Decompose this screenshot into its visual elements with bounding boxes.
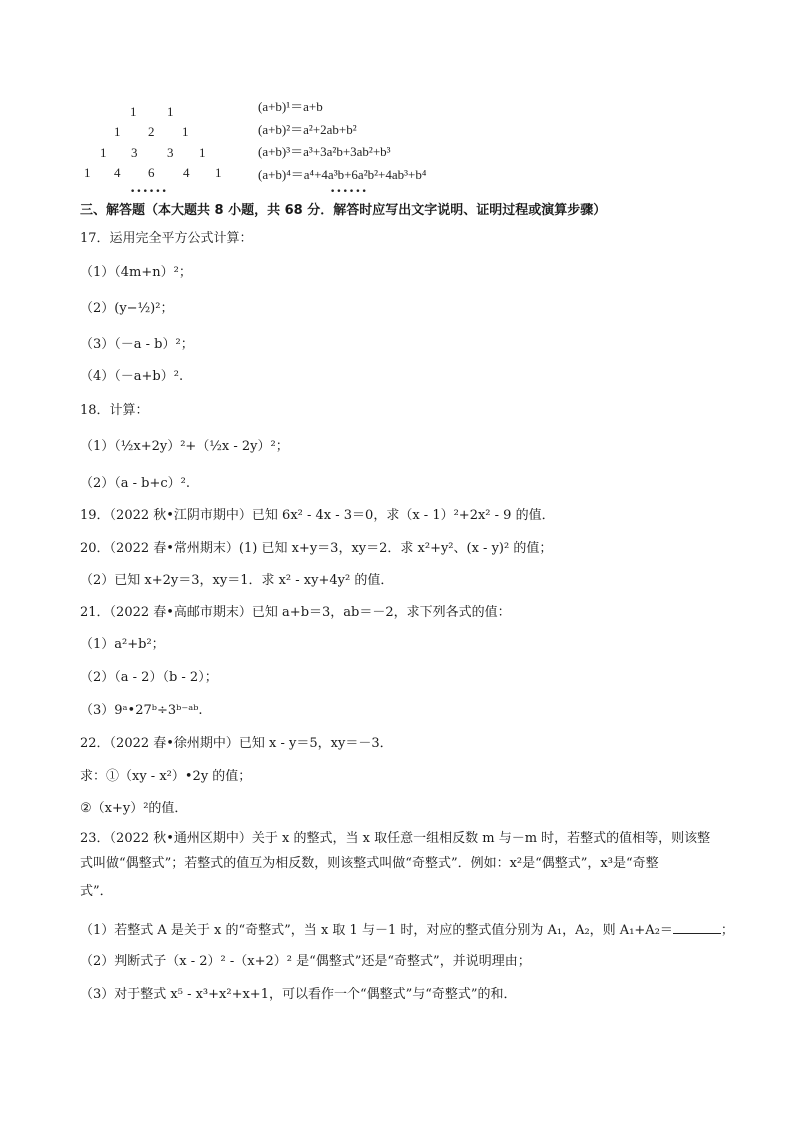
q18-item-2: （2）（a - b+c）². — [80, 476, 191, 491]
triangle-cell: 4 — [114, 165, 121, 180]
q18-stem: 18．计算： — [80, 403, 149, 418]
q17-item-4: （4）（－a+b）². — [80, 369, 184, 384]
q22-line-1: 求：①（xy - x²）•2y 的值； — [80, 769, 252, 784]
triangle-cell: 1 — [167, 104, 174, 119]
expansion-line: (a+b)²＝a²+2ab+b² — [258, 121, 357, 137]
q17-item-1: （1）（4m+n）²； — [80, 265, 192, 280]
q23-part-1-text: （1）若整式 A 是关于 x 的“奇整式”，当 x 取 1 与－1 时，对应的整式值分别为 A₁，A₂，则 A₁+A₂＝ — [80, 923, 673, 938]
q21-item-2: （2）（a - 2）（b - 2）； — [80, 670, 218, 685]
q21-item-1: （1）a²+b²； — [80, 637, 165, 652]
q23-stem-line-2: 式叫做“偶整式”；若整式的值互为相反数，则该整式叫做“奇整式”．例如：x²是“偶整式”，x³是“奇整 — [80, 856, 659, 871]
q20-line-2: （2）已知 x+2y＝3，xy＝1．求 x² - xy+4y² 的值． — [80, 573, 394, 588]
triangle-cell: 1 — [84, 165, 91, 180]
triangle-ellipsis: •••••• — [130, 187, 168, 197]
triangle-cell: 1 — [114, 124, 121, 139]
q23-part-1 — [80, 921, 734, 940]
triangle-cell: 3 — [167, 145, 174, 160]
triangle-cell: 4 — [183, 165, 190, 180]
q23-part-1-end: ； — [720, 923, 734, 938]
q21-item-3: （3）9ᵃ•27ᵇ÷3ᵇ⁻ᵃᵇ. — [80, 703, 203, 718]
triangle-cell: 1 — [130, 104, 137, 119]
triangle-cell: 1 — [215, 165, 222, 180]
expansion-line: (a+b)³＝a³+3a²b+3ab²+b³ — [258, 144, 391, 159]
q18-item-1: （1）（½x+2y）²+（½x - 2y）²； — [80, 439, 289, 454]
triangle-cell: 1 — [199, 145, 206, 160]
expansion-line: (a+b)¹＝a+b — [258, 99, 323, 114]
expansion-ellipsis: •••••• — [330, 187, 368, 197]
q22-line-2: ②（x+y）²的值． — [80, 801, 188, 816]
q19-text: 19．（2022 秋•江阴市期中）已知 6x² - 4x - 3＝0，求（x - 1）²+2x² - 9 的值． — [80, 508, 555, 523]
section-title: 三、解答题（本大题共 8 小题，共 68 分．解答时应写出文字说明、证明过程或演算步骤） — [80, 203, 607, 218]
q21-stem: 21．（2022 春•高邮市期末）已知 a+b＝3，ab＝－2，求下列各式的值： — [80, 605, 511, 620]
triangle-cell: 1 — [182, 124, 189, 139]
q23-stem-line-3: 式”． — [80, 884, 113, 899]
triangle-cell: 6 — [148, 165, 155, 180]
q17-item-3: （3）（－a - b）²； — [80, 337, 194, 352]
q22-stem: 22．（2022 春•徐州期中）已知 x - y＝5，xy＝－3． — [80, 736, 393, 751]
triangle-cell: 2 — [148, 124, 155, 139]
q17-item-2: （2）(y−½)²； — [80, 301, 174, 316]
q17-stem: 17．运用完全平方公式计算： — [80, 231, 253, 246]
binomial-expansions — [258, 96, 426, 186]
q23-part-3: （3）对于整式 x⁵ - x³+x²+x+1，可以看作一个“偶整式”与“奇整式”的和． — [80, 987, 517, 1002]
q20-line-1: 20．（2022 春•常州期末）(1) 已知 x+y＝3，xy＝2．求 x²+y²、(x - y)² 的值； — [80, 541, 553, 556]
triangle-cell: 1 — [100, 145, 107, 160]
triangle-cell: 3 — [131, 145, 138, 160]
answer-blank[interactable] — [673, 921, 721, 934]
expansion-line: (a+b)⁴＝a⁴+4a³b+6a²b²+4ab³+b⁴ — [258, 166, 427, 182]
q23-part-2: （2）判断式子（x - 2）² -（x+2）² 是“偶整式”还是“奇整式”，并说明理由； — [80, 954, 531, 969]
q23-stem-line-1: 23．（2022 秋•通州区期中）关于 x 的整式，当 x 取任意一组相反数 m 与－m 时，若整式的值相等，则该整 — [80, 831, 711, 846]
